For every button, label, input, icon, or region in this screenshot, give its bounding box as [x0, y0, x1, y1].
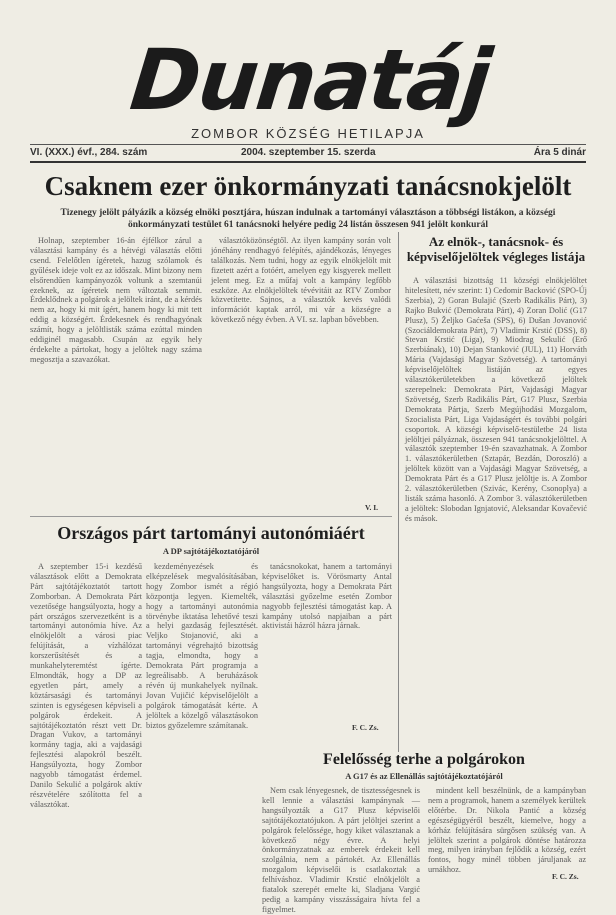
main-story-credit: V. I.: [365, 503, 378, 512]
sidebar-text: A választási bizottság 11 községi elnökjelöltet hitelesített, név szerint: 1) Cedomir Backović (SPO-Új Szerbia), 2) Goran Bulajić (Szerb Radikális Párt), 3) Rajko Bukvić (Demokrata Párt), 4) Zoran Dolić (G17 Plusz), 5) Željko Gaćeša (SPS), 6) Dušan Jovanović (Szociáldemokrata Párt), 7) Vladimir Krstić (DSS), 8) Stevan Krstić (Liga), 9) Miodrag Sekulić (Erő Szerbiának), 10) Dejan Stanković (JUL), 11) Horváth Mária (Vajdasági Magyar Szövetség). A tartományi képviselőjelöltek listáján az egyes választókerületekben a következő jelöltek szerepelnek: Demokrata Párt, Vajdasági Magyar Szövetség, Szerb Radikális Párt, G17 Plusz, Szerbia Demokrata Pártja, Szerb Megújhodási Mozgalom, Szocialista Párt, Liga Vajdaságért és további polgári csoportok. A községi képviselő-testületbe 24 lista jelöltjei pályáznak, összesen 941 tanácsnokjelölttel. A választók szeptember 19-én szavazhatnak. A Zombor 1. választókerületben (Sztapár, Bezdán, Doroszló) a jelöltek között van a Vajdasági Magyar Szövetség, a Demokrata Párt és a G17 Plusz jelöltje is. A Zombor 2. választókerületben (Szivác, Kerény, Csonoplya) a listák száma hasonló. A Zombor 3. választókerületben a jelöltek: Slobodan Ignjatović, Aleksandar Kovačević és mások.: [405, 276, 587, 523]
issue-date: 2004. szeptember 15. szerda: [241, 147, 376, 158]
second-story-text-3: tanácsnokokat, hanem a tartományi képviselőket is. Vörösmarty Antal hangsúlyozta, hogy a Demokrata Párt választási győzelme esetén Zombor nagyobb fejlesztési támogatást kap. A kampány utolsó napjaiban a párt aktivistái házról házra járnak.: [262, 562, 392, 631]
column-divider: [398, 232, 399, 752]
second-story-credit: F. C. Zs.: [352, 723, 379, 732]
masthead-rule-bottom: [30, 161, 586, 163]
second-kicker: A DP sajtótájékoztatójáról: [162, 546, 260, 556]
main-story-column-2: [211, 236, 391, 502]
second-story-column-3: [262, 562, 392, 722]
main-story-text-2: választóközönségtől. Az ilyen kampány során volt jónéhány rendhagyó felépítés, ajándékozás, lényeges találkozás. Nem tudni, hogy az egyik elnökjelölt mit fizetett azért a fotóért, amelyen egy kisgyerek mellett jelent meg. Ez a műfaj volt a kampány legfőbb eszköze. Az elnökjelöltek tévévitáit az RTV Zombor közvetítette. Sajnos, a választók kevés valódi információt kaptak arról, mi vár a községre a következő négy évben. A VI. sz. lapban bővebben.: [211, 236, 391, 325]
main-story-column-1: [30, 236, 202, 512]
third-story-credit: F. C. Zs.: [552, 872, 579, 881]
sidebar-title: Az elnök-, tanácsnok- és képviselőjelöltek végleges listája: [406, 234, 586, 264]
second-story-text-1: A szeptember 15-i kezdésű választások előtt a Demokrata Párt sajtótájékoztatót tartott Zomborban. A Demokrata Párt vezetősége hangsúlyozta, hogy a párt országos szervezetként is a tartományi autonómia híve. Az elnökjelölt a városi piac felújítását, a vízhálózat korszerűsítését és a munkahelyteremtést ígérte. Elmondták, hogy a DP az egyetlen párt, amely a köztársasági és tartományi szinten is egységesen képviseli a polgárok érdekeit. A sajtótájékoztatón részt vett Dr. Dragan Vukov, a tartományi kormány tagja, aki a vajdasági fejlesztési alapokról beszélt. Hangsúlyozta, hogy Zombor nagyobb támogatást érdemel. Danilo Sekulić a polgárok aktív részvételére szólította fel a választókat.: [30, 562, 142, 809]
second-story-column-1: [30, 562, 142, 882]
third-story-column-1: [262, 786, 420, 914]
third-headline: Felelősség terhe a polgárokon: [323, 751, 525, 768]
newspaper-subtitle: ZOMBOR KÖZSÉG HETILAPJA: [191, 126, 425, 141]
third-story-text-2: mindent kell beszélnünk, de a kampányban nem a programok, hanem a személyek kerültek előtérbe. Dr. Nikola Pantić a község egészségügyéről beszélt, kiemelve, hogy a kórház felújítására sürgősen szükség van. A jelöltek szerint a polgárok döntése határozza meg, milyen irányban fejlődik a község, ezért fontos, hogy minél többen járuljanak az urnákhoz.: [428, 786, 586, 875]
main-lead: Tizenegy jelölt pályázik a község elnöki posztjára, húszan indulnak a tartományi választáson a többségi listákon, a községi önkormányzati testület 61 tanácsnoki helyére pedig 24 listán összesen 941 jelölt konkurál: [60, 208, 556, 230]
second-headline: Országos párt tartományi autonómiáért: [57, 523, 365, 543]
third-story-column-2: [428, 786, 586, 875]
newspaper-title: Dunatáj: [126, 31, 494, 129]
masthead-rule-top: [30, 144, 586, 145]
sidebar-text-block: [405, 276, 587, 748]
third-story-text-1: Nem csak lényegesnek, de tisztességesnek is kell lennie a választási kampánynak — hangsúlyozták a G17 Plusz képviselői sajtótájékoztatójukon. A párt jelöltjei szerint a polgárok felelőssége, hogy kiket választanak a következő négy évre. A helyi önkormányzatnak az emberek érdekeit kell szolgálnia, nem a pártokét. Az Ellenállás mozgalom képviselői is csatlakoztak a felhíváshoz. Vladimir Krstić elnökjelölt a fiatalok szerepét emelte ki, Sladjana Vargić pedig a kampány visszásságaira hívta fel a figyelmet.: [262, 786, 420, 914]
second-story-text-2: kezdeményezések és elképzelések megvalósításában, hogy Zombor ismét a régió központja legyen. Kiemelték, hogy a tartományi autonómia törvénybe iktatása lehetővé teszi a helyi gazdaság fejlesztését. Veljko Stojanović, aki a tartományi végrehajtó bizottság tagja, elmondta, hogy a Demokrata Párt programja a legreálisabb. A beruházások révén új munkahelyek nyílnak. Jovan Vujičić képviselőjelölt a polgárok támogatását kérte. A jelöltek a közelgő választásokon biztos győzelemre számítanak.: [146, 562, 258, 730]
main-story-text-1: Holnap, szeptember 16-án éjfélkor zárul a választási kampány és a hétvégi választás előtti csend. Felelőtlen ígéretek, hazug szólamok és gyűlések ideje volt ez az időszak. Mint bizony nem elsőrendűen kampányozók voltunk a szemtanúi ezeknek, az ígéretek nem változtak semmit. Érdeklődnek a polgárok a jelöltek iránt, de a kérdés nem az, hogy ki mit ígért, hanem hogy ki mit tett eddig a községért. Érdekesnek és rendhagyónak számít, hogy a jelöltlisták száma ezúttal minden eddiginél magasabb. Csupán az egyik hely érdekelte a pártokat, hogy a jelöltek nagy száma megosztja a szavazókat.: [30, 236, 202, 364]
second-story-column-2: [146, 562, 258, 882]
third-kicker: A G17 és az Ellenállás sajtótájékoztatójáról: [345, 771, 503, 781]
main-headline: Csaknem ezer önkormányzati tanácsnokjelölt: [44, 171, 572, 201]
issue-number: VI. (XXX.) évf., 284. szám: [30, 147, 148, 158]
issue-price: Ára 5 dinár: [533, 147, 586, 158]
section-rule: [30, 516, 392, 517]
